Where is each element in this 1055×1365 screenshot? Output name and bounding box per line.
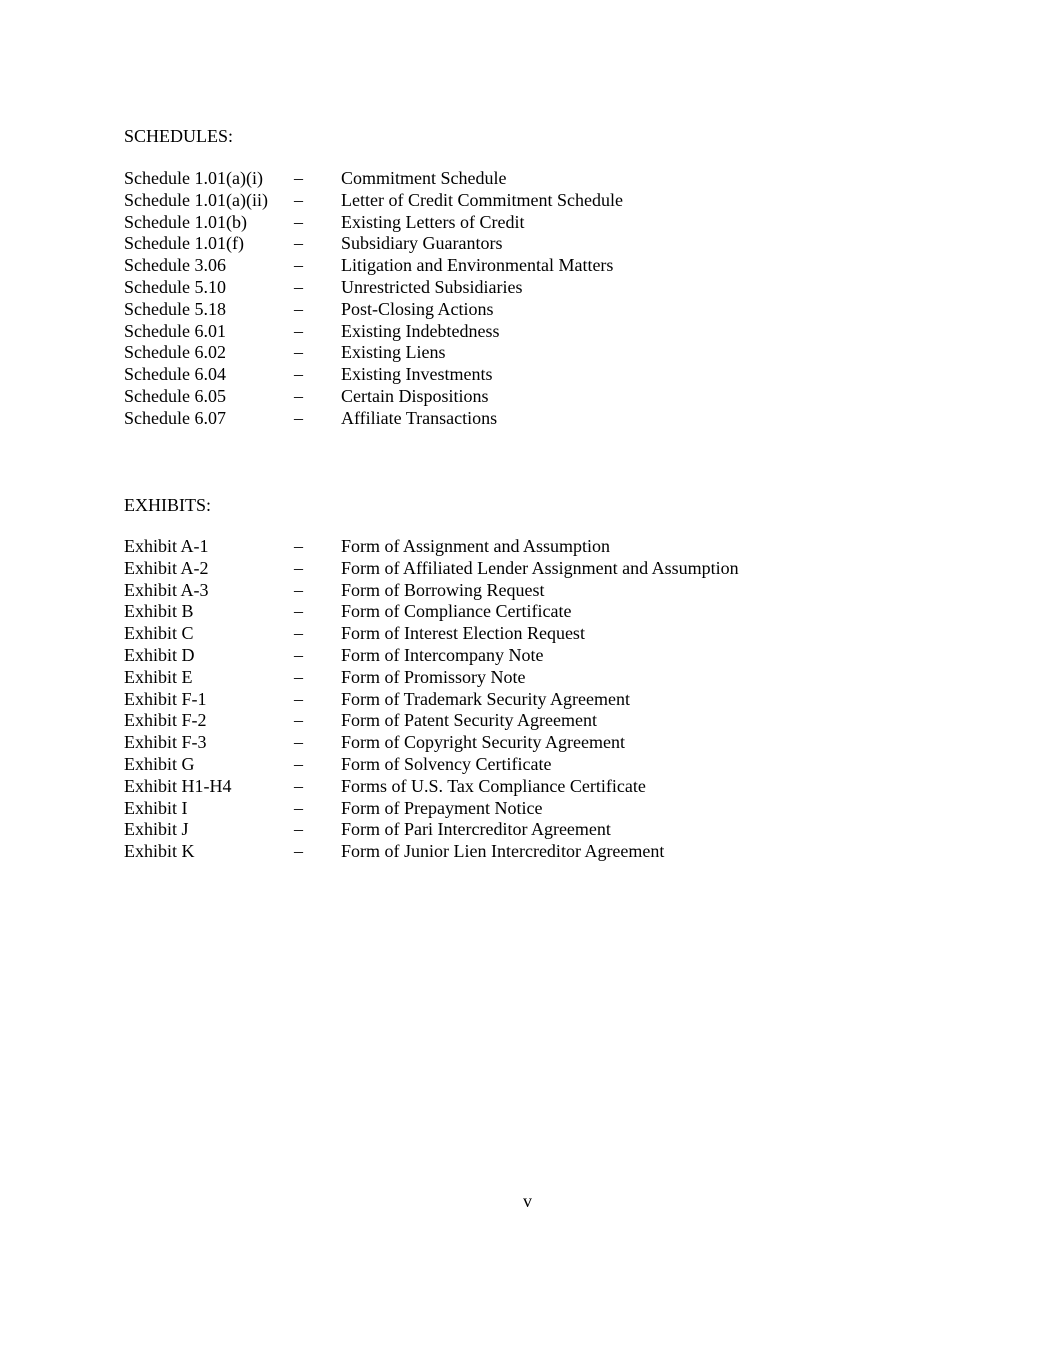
exhibit-title: Form of Copyright Security Agreement bbox=[341, 732, 625, 753]
schedule-row bbox=[124, 408, 944, 430]
exhibit-title: Form of Promissory Note bbox=[341, 666, 526, 687]
dash-separator: – bbox=[294, 364, 303, 385]
exhibit-ref: Exhibit H1-H4 bbox=[124, 775, 232, 796]
dash-separator: – bbox=[294, 211, 303, 232]
dash-separator: – bbox=[294, 666, 303, 687]
schedule-row bbox=[124, 233, 944, 255]
exhibit-title: Form of Junior Lien Intercreditor Agreement bbox=[341, 841, 665, 862]
schedules-heading: SCHEDULES: bbox=[124, 126, 234, 146]
schedule-title: Post-Closing Actions bbox=[341, 298, 494, 319]
schedule-title: Certain Dispositions bbox=[341, 385, 489, 406]
schedule-row bbox=[124, 386, 944, 408]
exhibit-ref: Exhibit B bbox=[124, 601, 194, 622]
dash-separator: – bbox=[294, 276, 303, 297]
exhibit-row bbox=[124, 623, 944, 645]
exhibit-ref: Exhibit G bbox=[124, 753, 195, 774]
schedule-title: Affiliate Transactions bbox=[341, 407, 498, 428]
dash-separator: – bbox=[294, 623, 303, 644]
dash-separator: – bbox=[294, 407, 303, 428]
exhibit-title: Form of Affiliated Lender Assignment and Assumption bbox=[341, 557, 739, 578]
exhibit-title: Form of Intercompany Note bbox=[341, 644, 544, 665]
exhibit-row bbox=[124, 645, 944, 667]
schedule-ref: Schedule 1.01(a)(i) bbox=[124, 168, 263, 188]
dash-separator: – bbox=[294, 557, 303, 578]
exhibit-title: Form of Pari Intercreditor Agreement bbox=[341, 819, 611, 840]
exhibit-ref: Exhibit I bbox=[124, 797, 188, 818]
schedule-ref: Schedule 5.18 bbox=[124, 298, 226, 319]
dash-separator: – bbox=[294, 320, 303, 341]
dash-separator: – bbox=[294, 385, 303, 406]
exhibit-ref: Exhibit J bbox=[124, 819, 189, 840]
exhibit-row bbox=[124, 601, 944, 623]
schedule-title: Letter of Credit Commitment Schedule bbox=[341, 189, 623, 210]
exhibit-row bbox=[124, 558, 944, 580]
dash-separator: – bbox=[294, 342, 303, 363]
dash-separator: – bbox=[294, 841, 303, 862]
exhibit-row bbox=[124, 776, 944, 798]
schedule-row bbox=[124, 342, 944, 364]
schedule-title: Unrestricted Subsidiaries bbox=[341, 276, 523, 297]
exhibit-ref: Exhibit E bbox=[124, 666, 193, 687]
dash-separator: – bbox=[294, 753, 303, 774]
exhibit-ref: Exhibit K bbox=[124, 841, 195, 862]
dash-separator: – bbox=[294, 298, 303, 319]
page-number: v bbox=[523, 1191, 532, 1211]
exhibit-ref: Exhibit F-2 bbox=[124, 710, 207, 731]
schedule-row bbox=[124, 168, 944, 190]
exhibit-ref: Exhibit F-3 bbox=[124, 732, 207, 753]
schedule-ref: Schedule 6.04 bbox=[124, 364, 226, 385]
schedule-title: Litigation and Environmental Matters bbox=[341, 255, 614, 276]
exhibit-title: Form of Compliance Certificate bbox=[341, 601, 572, 622]
exhibit-ref: Exhibit C bbox=[124, 623, 194, 644]
exhibit-title: Form of Patent Security Agreement bbox=[341, 710, 597, 731]
dash-separator: – bbox=[294, 255, 303, 276]
exhibit-title: Form of Solvency Certificate bbox=[341, 753, 552, 774]
schedule-title: Existing Letters of Credit bbox=[341, 211, 525, 232]
exhibit-ref: Exhibit A-1 bbox=[124, 536, 209, 556]
schedule-title: Existing Investments bbox=[341, 364, 493, 385]
dash-separator: – bbox=[294, 233, 303, 254]
exhibit-row bbox=[124, 732, 944, 754]
dash-separator: – bbox=[294, 644, 303, 665]
schedule-ref: Schedule 5.10 bbox=[124, 276, 226, 297]
schedule-ref: Schedule 1.01(f) bbox=[124, 233, 244, 254]
exhibit-row bbox=[124, 819, 944, 841]
dash-separator: – bbox=[294, 775, 303, 796]
exhibit-title: Form of Interest Election Request bbox=[341, 623, 585, 644]
dash-separator: – bbox=[294, 168, 303, 188]
schedule-row bbox=[124, 190, 944, 212]
schedule-row bbox=[124, 277, 944, 299]
exhibit-title: Form of Assignment and Assumption bbox=[341, 536, 611, 556]
exhibit-ref: Exhibit A-3 bbox=[124, 579, 209, 600]
exhibit-row bbox=[124, 689, 944, 711]
exhibit-row bbox=[124, 536, 944, 558]
exhibit-ref: Exhibit A-2 bbox=[124, 557, 209, 578]
schedule-title: Subsidiary Guarantors bbox=[341, 233, 503, 254]
exhibits-list bbox=[124, 536, 944, 863]
schedule-row bbox=[124, 321, 944, 343]
schedule-row bbox=[124, 212, 944, 234]
dash-separator: – bbox=[294, 688, 303, 709]
schedule-ref: Schedule 3.06 bbox=[124, 255, 226, 276]
schedules-list bbox=[124, 168, 944, 430]
dash-separator: – bbox=[294, 797, 303, 818]
exhibits-heading: EXHIBITS: bbox=[124, 495, 211, 515]
schedule-row bbox=[124, 255, 944, 277]
exhibit-row bbox=[124, 710, 944, 732]
exhibit-title: Form of Borrowing Request bbox=[341, 579, 545, 600]
exhibit-title: Forms of U.S. Tax Compliance Certificate bbox=[341, 775, 646, 796]
dash-separator: – bbox=[294, 819, 303, 840]
exhibit-ref: Exhibit D bbox=[124, 644, 195, 665]
dash-separator: – bbox=[294, 579, 303, 600]
schedule-row bbox=[124, 364, 944, 386]
schedule-title: Commitment Schedule bbox=[341, 168, 507, 188]
schedule-ref: Schedule 1.01(b) bbox=[124, 211, 247, 232]
exhibit-row bbox=[124, 580, 944, 602]
schedule-title: Existing Indebtedness bbox=[341, 320, 500, 341]
exhibit-ref: Exhibit F-1 bbox=[124, 688, 207, 709]
exhibit-row bbox=[124, 754, 944, 776]
dash-separator: – bbox=[294, 732, 303, 753]
exhibit-row bbox=[124, 798, 944, 820]
exhibit-row bbox=[124, 667, 944, 689]
schedule-ref: Schedule 1.01(a)(ii) bbox=[124, 189, 268, 210]
dash-separator: – bbox=[294, 189, 303, 210]
exhibit-row bbox=[124, 841, 944, 863]
exhibit-title: Form of Trademark Security Agreement bbox=[341, 688, 630, 709]
schedule-ref: Schedule 6.01 bbox=[124, 320, 226, 341]
exhibit-title: Form of Prepayment Notice bbox=[341, 797, 543, 818]
dash-separator: – bbox=[294, 601, 303, 622]
schedule-ref: Schedule 6.02 bbox=[124, 342, 226, 363]
schedule-row bbox=[124, 299, 944, 321]
dash-separator: – bbox=[294, 536, 303, 556]
dash-separator: – bbox=[294, 710, 303, 731]
schedule-title: Existing Liens bbox=[341, 342, 446, 363]
schedule-ref: Schedule 6.07 bbox=[124, 407, 226, 428]
schedule-ref: Schedule 6.05 bbox=[124, 385, 226, 406]
